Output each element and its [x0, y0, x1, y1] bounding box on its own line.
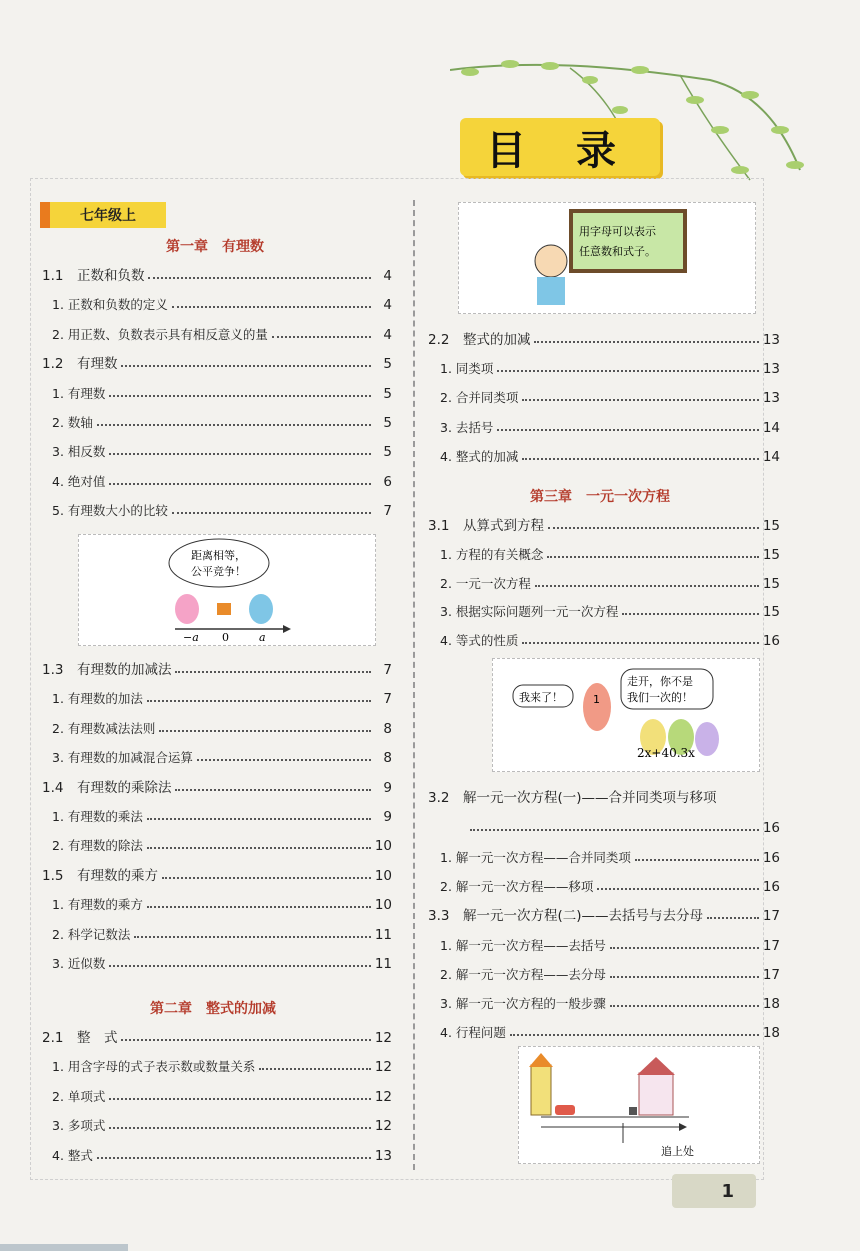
toc-leader — [121, 1038, 371, 1041]
toc-leader — [109, 1097, 371, 1100]
toc-leader — [175, 670, 371, 673]
toc-page: 13 — [374, 1147, 392, 1164]
toc-leader — [610, 975, 759, 978]
toc-page: 10 — [374, 897, 392, 914]
toc-section[interactable] — [428, 512, 780, 534]
board-line-1: 用字母可以表示 — [579, 225, 656, 238]
toc-page: 5 — [383, 415, 392, 431]
toc-item[interactable] — [440, 990, 780, 1012]
toc-item[interactable] — [440, 414, 780, 436]
toc-section[interactable] — [42, 350, 392, 372]
speech-right-2: 我们一次的！ — [627, 691, 693, 704]
toc-item[interactable] — [52, 715, 392, 737]
toc-page: 18 — [762, 996, 780, 1012]
toc-label: 2. 解一元一次方程——移项 — [440, 879, 594, 895]
speech-line-1: 距离相等， — [191, 549, 246, 562]
speech-line-2: 公平竞争！ — [191, 565, 246, 578]
toc-label: 1.5 有理数的乘方 — [42, 867, 158, 884]
toc-leader — [147, 905, 371, 908]
toc-item[interactable] — [52, 321, 392, 343]
toc-item[interactable] — [440, 598, 780, 620]
toc-leader — [109, 964, 371, 967]
toc-item[interactable] — [52, 438, 392, 460]
toc-item[interactable] — [52, 1083, 392, 1105]
toc-page: 6 — [383, 473, 392, 490]
toc-page: 8 — [383, 750, 392, 767]
toc-label: 2. 解一元一次方程——去分母 — [440, 966, 606, 982]
toc-page: 15 — [762, 604, 780, 621]
number-line-illustration — [78, 534, 376, 646]
toc-label: 1.2 有理数 — [42, 356, 118, 373]
toc-label: 3. 相反数 — [52, 444, 106, 460]
toc-leader — [597, 887, 759, 890]
toc-leader — [635, 858, 759, 861]
toc-page: 7 — [383, 662, 392, 678]
toc-leader — [134, 935, 371, 938]
toc-item[interactable] — [52, 803, 392, 825]
toc-leader — [534, 340, 759, 343]
toc-page: 12 — [374, 1030, 392, 1046]
toc-leader — [622, 612, 759, 615]
equation-characters-illustration — [492, 658, 760, 772]
toc-page: 18 — [762, 1025, 780, 1042]
toc-section[interactable] — [42, 262, 392, 284]
toc-label: 1.3 有理数的加减法 — [42, 662, 172, 678]
toc-page: 16 — [762, 879, 780, 896]
toc-item[interactable] — [52, 1053, 392, 1075]
toc-label: 3.3 解一元一次方程(二)——去括号与去分母 — [428, 908, 704, 925]
toc-item[interactable] — [52, 832, 392, 854]
char-label: 1 — [593, 693, 600, 706]
toc-label: 4. 等式的性质 — [440, 633, 519, 649]
toc-leader — [162, 876, 371, 879]
toc-page: 14 — [762, 419, 780, 436]
toc-section-page-line[interactable] — [468, 814, 780, 836]
toc-leader — [97, 423, 371, 426]
toc-page: 9 — [383, 779, 392, 796]
page-number: 1 — [721, 1180, 734, 1202]
toc-leader — [707, 916, 759, 919]
toc-leader — [470, 828, 759, 831]
toc-page: 12 — [374, 1059, 392, 1076]
toc-label: 4. 绝对值 — [52, 473, 106, 489]
toc-leader — [610, 946, 759, 949]
toc-item[interactable] — [440, 932, 780, 954]
toc-page: 16 — [762, 820, 780, 836]
toc-page: 4 — [383, 268, 392, 284]
toc-page: 13 — [762, 361, 780, 378]
toc-leader — [97, 1156, 371, 1159]
toc-leader — [147, 846, 371, 849]
toc-page: 12 — [374, 1118, 392, 1135]
toc-page: 15 — [762, 546, 780, 563]
toc-label: 2. 单项式 — [52, 1088, 106, 1104]
toc-label: 1. 正数和负数的定义 — [52, 297, 168, 313]
toc-leader — [147, 817, 371, 820]
page-number-badge — [672, 1174, 756, 1208]
toc-item[interactable] — [440, 570, 780, 592]
toc-item[interactable] — [440, 844, 780, 866]
toc-page: 17 — [762, 937, 780, 954]
toc-section[interactable] — [42, 862, 392, 884]
toc-leader — [109, 1126, 371, 1129]
toc-item[interactable] — [440, 627, 780, 649]
toc-item[interactable] — [52, 921, 392, 943]
toc-leader — [548, 526, 759, 529]
toc-leader — [159, 729, 371, 732]
toc-label: 2. 用正数、负数表示具有相反意义的量 — [52, 326, 268, 342]
toc-label: 5. 有理数大小的比较 — [52, 503, 168, 519]
board-line-2: 任意数和式子。 — [579, 245, 656, 258]
chapter-title: 第一章 有理数 — [166, 239, 264, 255]
toc-label: 1. 方程的有关概念 — [440, 546, 544, 562]
toc-page: 16 — [762, 850, 780, 866]
toc-item[interactable] — [440, 961, 780, 983]
toc-page: 13 — [762, 390, 780, 407]
toc-item[interactable] — [52, 409, 392, 431]
toc-label: 1. 有理数 — [52, 385, 106, 401]
toc-leader — [109, 482, 371, 485]
toc-label: 3. 有理数的加减混合运算 — [52, 750, 193, 766]
toc-leader — [197, 758, 371, 761]
travel-problem-illustration — [518, 1046, 760, 1164]
toc-section[interactable] — [428, 902, 780, 924]
toc-label: 1. 同类项 — [440, 361, 494, 377]
bottom-strip — [0, 1244, 128, 1251]
toc-item[interactable] — [440, 384, 780, 406]
toc-item[interactable] — [52, 744, 392, 766]
toc-label: 2.2 整式的加减 — [428, 332, 531, 348]
toc-page: 15 — [762, 575, 780, 592]
toc-page: 11 — [374, 956, 392, 972]
toc-label: 3. 近似数 — [52, 956, 106, 971]
toc-page: 8 — [383, 720, 392, 737]
toc-item[interactable] — [440, 355, 780, 377]
toc-item[interactable] — [52, 291, 392, 313]
toc-leader — [172, 511, 371, 514]
toc-label: 2. 有理数减法法则 — [52, 720, 156, 736]
toc-section[interactable] — [428, 784, 758, 806]
speech-right-1: 走开，你不是 — [627, 675, 693, 688]
toc-label: 3. 去括号 — [440, 419, 494, 435]
toc-page: 7 — [383, 503, 392, 520]
toc-leader — [147, 699, 371, 702]
formula-text: 2x+40.3x — [637, 746, 695, 760]
toc-item[interactable] — [52, 950, 392, 972]
toc-leader — [522, 641, 759, 644]
toc-label: 1. 解一元一次方程——去括号 — [440, 937, 606, 953]
toc-label: 3. 解一元一次方程的一般步骤 — [440, 996, 606, 1011]
toc-page: 11 — [374, 926, 392, 943]
toc-leader — [175, 788, 371, 791]
toc-label: 2. 数轴 — [52, 415, 93, 430]
toc-item[interactable] — [52, 1142, 392, 1164]
toc-page: 17 — [762, 966, 780, 983]
toc-label: 1. 有理数的加法 — [52, 691, 143, 707]
toc-page: 15 — [762, 518, 780, 534]
grade-label: 七年级上 — [40, 202, 166, 228]
toc-item[interactable] — [52, 1112, 392, 1134]
toc-label: 2.1 整 式 — [42, 1030, 118, 1046]
toc-page: 16 — [762, 633, 780, 650]
toc-label: 2. 科学记数法 — [52, 926, 131, 942]
toc-leader — [148, 276, 371, 279]
toc-leader — [109, 394, 371, 397]
toc-label: 1. 有理数的乘法 — [52, 809, 143, 824]
toc-label: 2. 合并同类项 — [440, 390, 519, 406]
toc-leader — [522, 398, 759, 401]
toc-page: 4 — [383, 326, 392, 343]
toc-item[interactable] — [440, 541, 780, 563]
toc-section[interactable] — [428, 326, 780, 348]
toc-page: 13 — [762, 332, 780, 348]
axis-label-neg: −a — [183, 631, 199, 644]
toc-label: 3.1 从算式到方程 — [428, 518, 544, 534]
toc-page: 7 — [383, 691, 392, 708]
toc-label: 1.4 有理数的乘除法 — [42, 779, 172, 796]
toc-label: 3. 根据实际问题列一元一次方程 — [440, 604, 619, 620]
axis-label-zero: 0 — [222, 631, 229, 644]
toc-label: 2. 一元一次方程 — [440, 575, 531, 591]
toc-item[interactable] — [52, 380, 392, 402]
toc-label: 3. 多项式 — [52, 1118, 106, 1134]
toc-section[interactable] — [42, 1024, 392, 1046]
toc-leader — [497, 428, 759, 431]
toc-item[interactable] — [440, 873, 780, 895]
toc-item[interactable] — [52, 497, 392, 519]
toc-label: 1.1 正数和负数 — [42, 268, 145, 284]
toc-leader — [522, 457, 759, 460]
toc-leader — [610, 1004, 759, 1007]
toc-label: 1. 用含字母的式子表示数或数量关系 — [52, 1059, 256, 1075]
page-title: 目 录 — [460, 118, 660, 176]
toc-label: 4. 行程问题 — [440, 1025, 506, 1041]
toc-leader — [109, 452, 371, 455]
toc-label: 2. 有理数的除法 — [52, 838, 143, 854]
chapter-title: 第二章 整式的加减 — [150, 1001, 276, 1017]
toc-page: 9 — [383, 809, 392, 825]
toc-page: 5 — [383, 356, 392, 373]
toc-label: 3.2 解一元一次方程(一)——合并同类项与移项 — [428, 790, 717, 806]
toc-leader — [510, 1033, 759, 1036]
toc-label: 4. 整式 — [52, 1147, 93, 1163]
toc-page: 12 — [374, 1088, 392, 1105]
caption-catch-up: 追上处 — [661, 1145, 694, 1158]
board-illustration — [458, 202, 756, 314]
toc-page: 5 — [383, 385, 392, 402]
toc-leader — [547, 555, 759, 558]
toc-leader — [259, 1067, 371, 1070]
toc-section[interactable] — [42, 656, 392, 678]
toc-page: 14 — [762, 448, 780, 465]
toc-item[interactable] — [440, 443, 780, 465]
toc-page: 4 — [383, 297, 392, 314]
toc-page: 5 — [383, 444, 392, 461]
toc-item[interactable] — [440, 1019, 780, 1041]
toc-item[interactable] — [52, 891, 392, 913]
toc-page: 10 — [374, 867, 392, 884]
chapter-title: 第三章 一元一次方程 — [530, 489, 670, 505]
toc-leader — [497, 369, 759, 372]
toc-leader — [272, 335, 371, 338]
toc-item[interactable] — [52, 468, 392, 490]
toc-label: 1. 有理数的乘方 — [52, 897, 143, 913]
column-divider — [413, 200, 415, 1170]
toc-item[interactable] — [52, 685, 392, 707]
toc-leader — [121, 364, 371, 367]
toc-label: 4. 整式的加减 — [440, 448, 519, 464]
toc-label: 1. 解一元一次方程——合并同类项 — [440, 850, 631, 865]
toc-leader — [172, 305, 371, 308]
axis-label-pos: a — [259, 631, 266, 644]
toc-section[interactable] — [42, 774, 392, 796]
toc-page: 10 — [374, 838, 392, 855]
speech-left: 我来了！ — [519, 691, 563, 704]
toc-leader — [535, 584, 759, 587]
toc-page: 17 — [762, 908, 780, 925]
